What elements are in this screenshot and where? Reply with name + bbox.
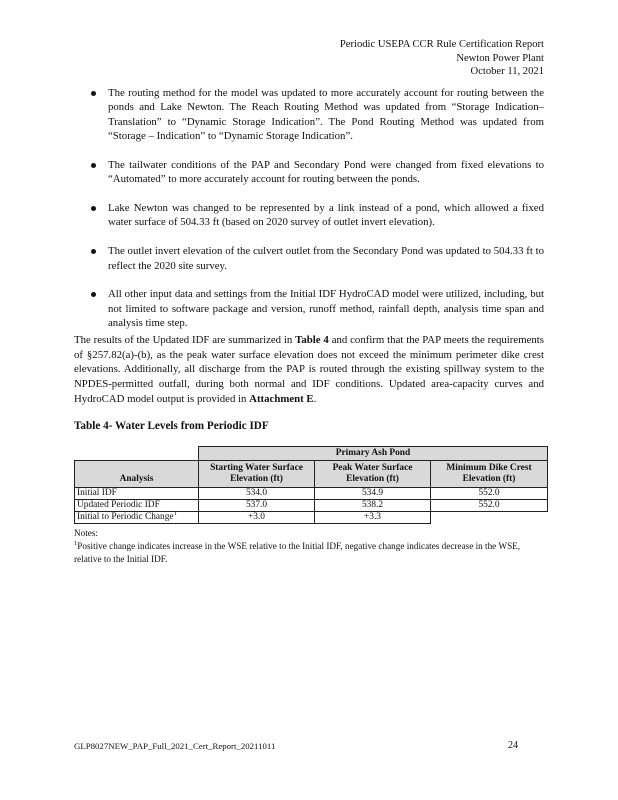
row-label: Initial IDF [75, 488, 199, 500]
bullet-item [70, 158, 544, 187]
summary-paragraph [74, 333, 544, 407]
header-report-title: Periodic USEPA CCR Rule Certification Report [339, 39, 544, 50]
attachment-reference: Attachment E [249, 392, 314, 405]
bullet-text: All other input data and settings from the Initial IDF HydroCAD model were utilized, including, but not limited to software package and version, runoff method, rainfall depth, analysis time span and analysis time step. [108, 288, 544, 330]
minimum-crest-header: Minimum Dike Crest Elevation (ft) [431, 461, 548, 488]
table-title: Table 4- Water Levels from Periodic IDF [74, 420, 269, 432]
bullet-dot-icon [91, 292, 96, 297]
bullet-list [70, 86, 544, 345]
bullet-text: Lake Newton was changed to be represented by a link instead of a pond, which allowed a fixed water surface of 504.33 ft (based on 2020 survey of outlet invert elevation). [108, 202, 544, 229]
bullet-item [70, 201, 544, 230]
bullet-item [70, 86, 544, 144]
row-label: Updated Periodic IDF [75, 500, 199, 512]
notes-heading: Notes: [74, 528, 98, 538]
starting-elevation-cell: 534.0 [199, 488, 315, 500]
minimum-crest-cell: 552.0 [431, 488, 548, 500]
row-label: Initial to Periodic Change$^1$ [75, 512, 199, 524]
starting-elevation-header: Starting Water Surface Elevation (ft) [199, 461, 315, 488]
table-row [75, 512, 548, 524]
table-notes [74, 527, 548, 566]
summary-text-2: and confirm that the PAP meets the requirements of §257.82(a)-(b), as the peak water surface elevation does not exceed the minimum perimeter dike crest elevations. Additionally, all discharge from the PAP is routed through the existing spillway system to the NPDES-permitted outfall, during both normal and IDF conditions. Updated area-capacity curves and HydroCAD model output is provided in [74, 334, 544, 405]
header-plant-name: Newton Power Plant [456, 52, 544, 64]
starting-elevation-cell: 537.0 [199, 500, 315, 512]
analysis-header: Analysis [75, 461, 199, 488]
footnote-marker: 1 [74, 539, 78, 547]
bullet-dot-icon [91, 91, 96, 96]
bullet-text: The outlet invert elevation of the culvert outlet from the Secondary Pond was updated to 504.33 ft to reflect the 2020 site survey. [108, 245, 544, 272]
peak-elevation-cell: 534.9 [315, 488, 431, 500]
footer-document-id: GLP8027NEW_PAP_Full_2021_Cert_Report_20211011 [74, 741, 276, 751]
water-levels-table [74, 446, 548, 524]
bullet-item [70, 287, 544, 330]
bullet-text: The tailwater conditions of the PAP and Secondary Pond were changed from fixed elevations to “Automated” to more accurately account for routing between the ponds. [108, 158, 544, 186]
peak-elevation-header: Peak Water Surface Elevation (ft) [315, 461, 431, 488]
footnote-marker: 1 [173, 509, 177, 517]
minimum-crest-cell: 552.0 [431, 500, 548, 512]
bullet-dot-icon [91, 163, 96, 168]
table-reference: Table 4 [295, 334, 329, 346]
notes-text: $^1$Positive change indicates increase in the WSE relative to the Initial IDF, negative change indicates decrease in the WSE, relative to the Initial IDF. [74, 539, 521, 564]
bullet-dot-icon [91, 206, 96, 211]
table-row [75, 500, 548, 512]
page-header [340, 38, 544, 79]
starting-elevation-cell: +3.0 [199, 512, 315, 524]
header-date: October 11, 2021 [470, 66, 544, 78]
table-corner-cell [75, 447, 199, 461]
footer-page-number: 24 [508, 740, 518, 751]
summary-text-3: . [313, 392, 317, 405]
empty-cell [431, 512, 548, 524]
peak-elevation-cell: 538.2 [315, 500, 431, 512]
summary-text-1: The results of the Updated IDF are summarized in [74, 334, 296, 346]
bullet-item [70, 244, 544, 273]
table-row [75, 488, 548, 500]
bullet-text: The routing method for the model was updated to more accurately account for routing between the ponds and Lake Newton. The Reach Routing Method was updated from “Storage Indication– Translation” to “Dynamic Storage Indication”. The Pond Routing Method was updated from “Storage – Indication” to “Dynamic Storage Indication”. [108, 87, 544, 143]
peak-elevation-cell: +3.3 [315, 512, 431, 524]
bullet-dot-icon [91, 249, 96, 254]
primary-ash-pond-header: Primary Ash Pond [199, 447, 548, 461]
